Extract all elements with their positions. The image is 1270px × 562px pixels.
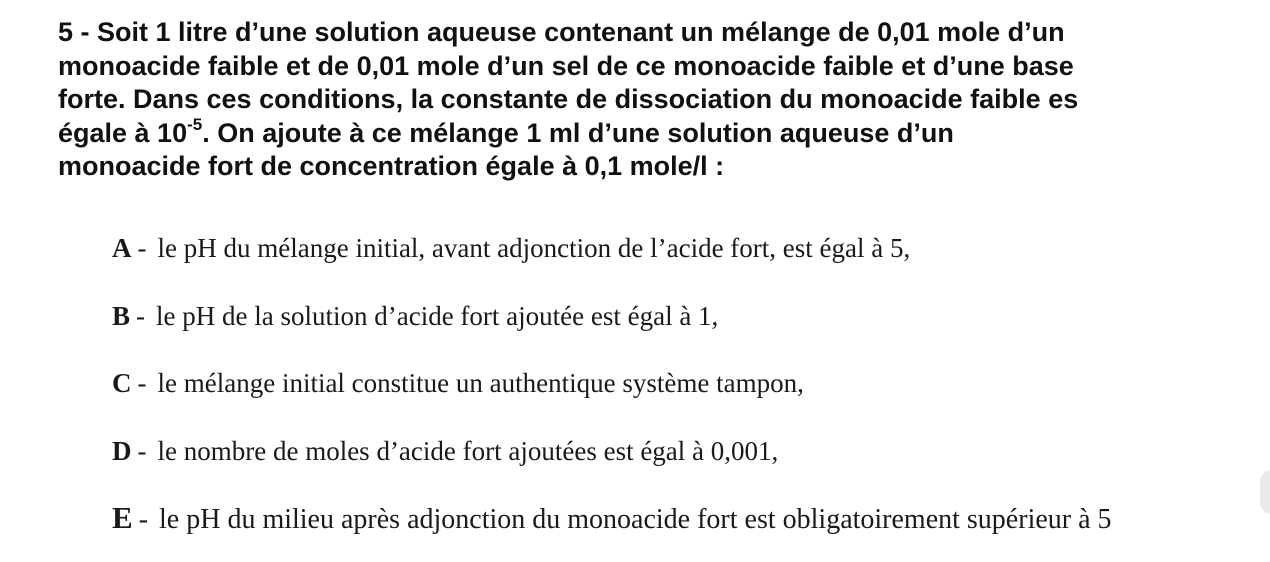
question-line-4-end: . On ajoute à ce mélange 1 ml d’une solution aqueuse d’un [202,117,954,148]
option-dash: - [137,233,147,263]
option-text: le pH de la solution d’acide fort ajoutée est égal à 1, [156,300,719,331]
question-statement [58,16,1270,184]
question-line-5: monoacide fort de concentration égale à 0,1 mole/l : [58,151,725,181]
option-text: le nombre de moles d’acide fort ajoutées est égal à 0,001, [157,435,779,466]
option-b [112,296,1112,364]
option-dash: - [137,435,147,466]
option-a [112,228,1112,296]
option-e [112,498,1112,562]
question-line-3: forte. Dans ces conditions, la constante de dissociation du monoacide faible es [58,84,1079,114]
exponent: -5 [187,114,203,134]
option-letter: E [112,500,133,535]
option-letter: C [112,368,132,398]
page-edge-shadow [1260,470,1270,514]
answer-options [112,228,1112,562]
option-text: le pH du milieu après adjonction du monoacide fort est obligatoirement supérieur à 5 [159,504,1112,535]
option-letter: B [112,300,131,331]
option-text: le mélange initial constitue un authentique système tampon, [157,368,804,398]
option-dash: - [138,504,149,535]
question-line-4 [58,114,1270,151]
option-letter: A [112,233,132,263]
question-line-2: monoacide faible et de 0,01 mole d’un sel de ce monoacide faible et d’une base [58,50,1074,81]
option-d [112,431,1112,499]
option-text: le pH du mélange initial, avant adjonction de l’acide fort, est égal à 5, [157,233,911,263]
option-dash: - [137,368,147,398]
question-line-1: 5 - Soit 1 litre d’une solution aqueuse contenant un mélange de 0,01 mole d’un [58,17,1065,47]
question-line-4-start: égale à 10 [58,117,188,148]
option-dash: - [136,300,146,331]
option-c [112,363,1112,431]
option-letter: D [112,435,132,466]
